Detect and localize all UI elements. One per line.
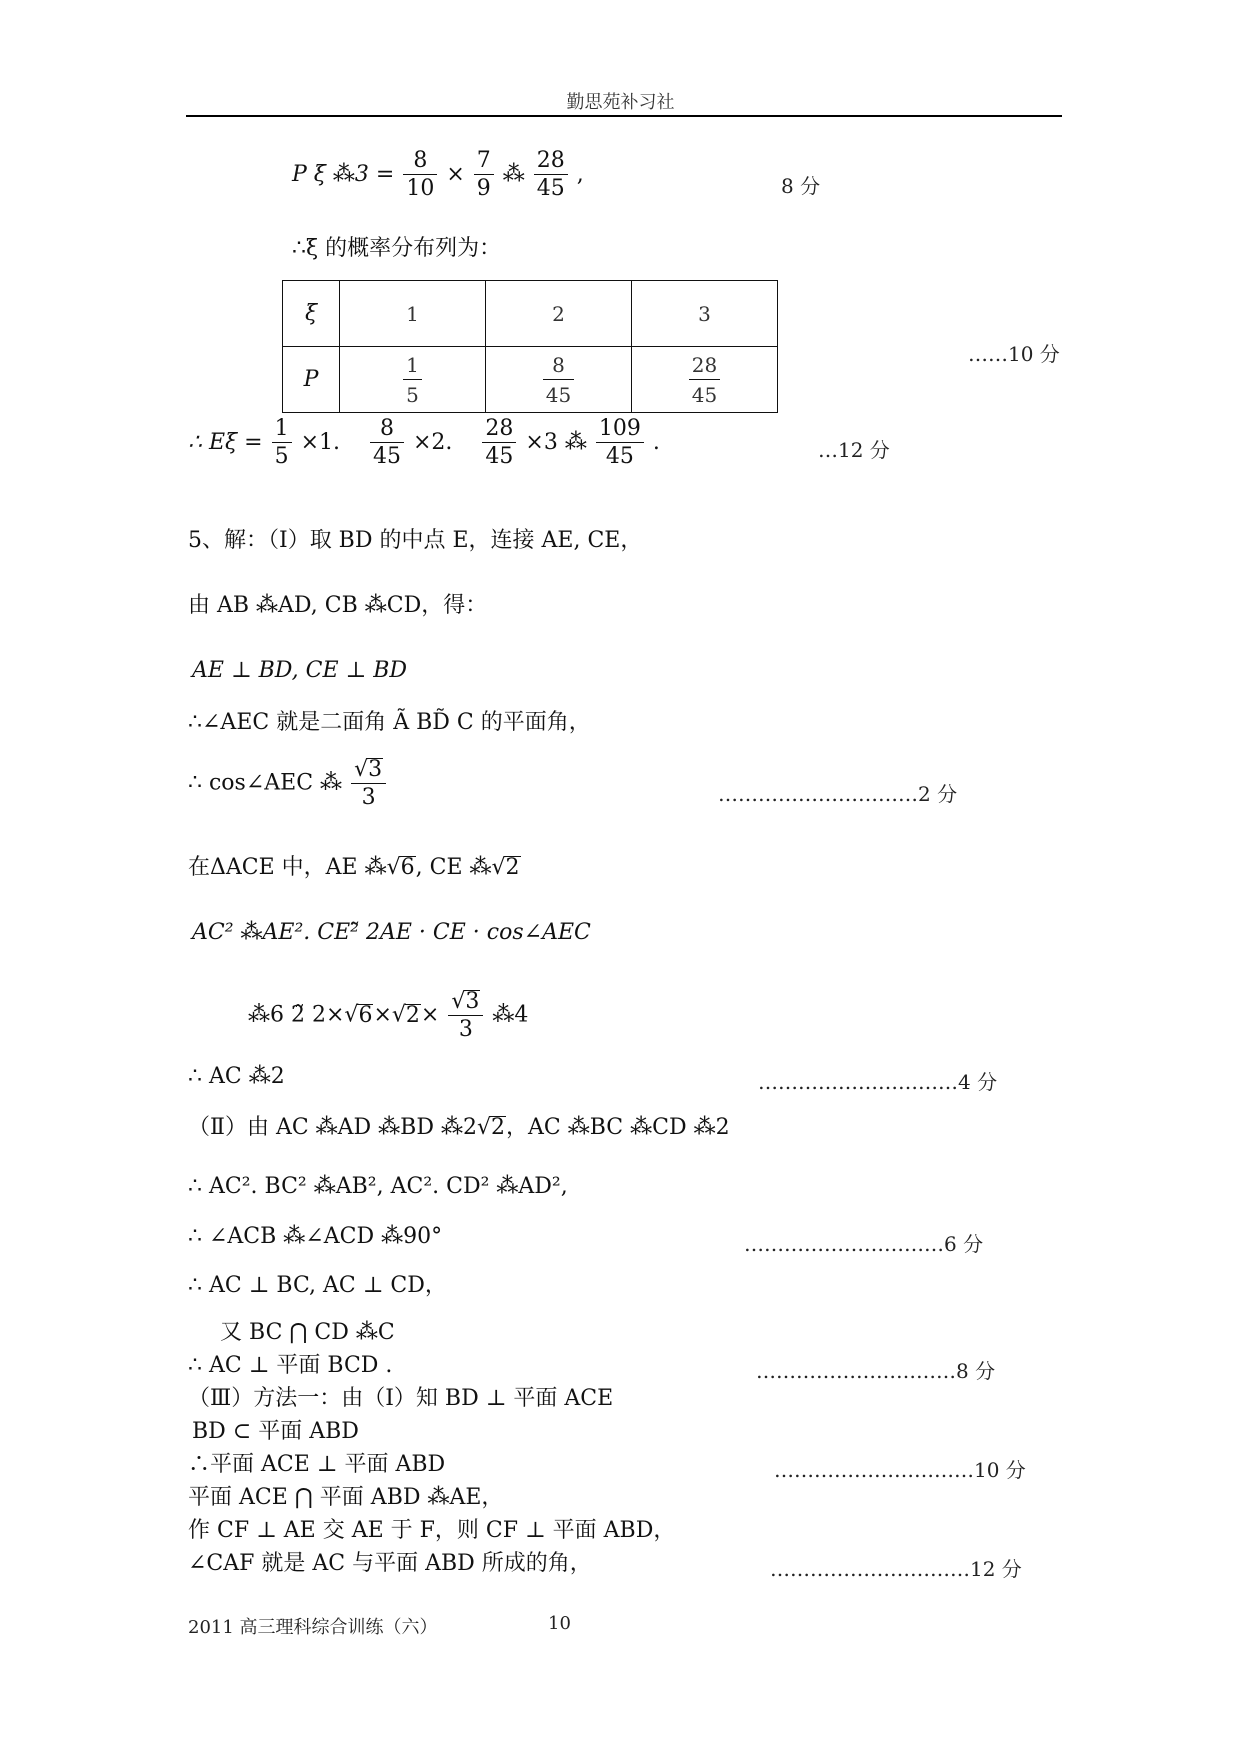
score-mark: …………………………4 分: [758, 1070, 998, 1094]
table-cell: $\frac{1}{5}$: [340, 347, 486, 413]
solution-line: ∴平面 ACE ⊥ 平面 ABD: [188, 1452, 446, 1477]
fraction: $\frac{1}{5}$: [272, 418, 292, 468]
fraction: $\frac{7}{9}$: [474, 150, 494, 200]
footer-title: 2011 高三理科综合训练（六）: [188, 1617, 438, 1638]
prob-xi-3-line: P ξ ⁂3 = $\frac{8}{10}$ × $\frac{7}{9}$ ⁂ $\frac{28}{45}$ ,: [292, 148, 584, 201]
prob-lhs: P ξ ⁂3: [292, 162, 369, 187]
solution-line: ∴ AC². BC² ⁂AB², AC². CD² ⁂AD²,: [188, 1174, 568, 1199]
header-rule: [186, 115, 1062, 117]
fraction: $\frac{28}{45}$: [482, 418, 516, 468]
score-mark: …12 分: [818, 438, 890, 462]
solution-line: ∴ AC ⁂2: [188, 1064, 285, 1089]
solution-line: ∴ ∠ACB ⁂∠ACD ⁂90°: [188, 1224, 443, 1249]
solution-line: ∴ AC ⊥ 平面 BCD .: [188, 1353, 393, 1378]
solution-line: 由 AB ⁂AD, CB ⁂CD，得：: [188, 593, 488, 618]
score-mark: …………………………10 分: [774, 1458, 1026, 1482]
table-row-head: ξ: [283, 281, 340, 347]
table-cell: $\frac{8}{45}$: [486, 347, 632, 413]
fraction: $\frac{8}{45}$: [370, 418, 404, 468]
solution-line: 在ΔACE 中，AE ⁂√6, CE ⁂√2: [188, 855, 520, 880]
solution-line: AE ⊥ BD, CE ⊥ BD: [192, 658, 408, 683]
distribution-table: [282, 280, 778, 413]
table-cell: 2: [486, 281, 632, 347]
distribution-title: ∴ξ 的概率分布列为：: [292, 236, 502, 261]
solution-line: ∴ AC ⊥ BC, AC ⊥ CD，: [188, 1273, 447, 1298]
fraction: $\frac{28}{45}$: [534, 150, 568, 200]
score-mark: …………………………8 分: [756, 1359, 996, 1383]
table-cell: 1: [340, 281, 486, 347]
fraction: $\frac{109}{45}$: [596, 418, 644, 468]
score-mark: …………………………2 分: [718, 782, 958, 806]
solution-line: AC² ⁂AE². CE²̃ 2AE · CE · cos∠AEC: [192, 920, 591, 945]
fraction: $\frac{8}{10}$: [403, 150, 437, 200]
page-number: 10: [548, 1613, 571, 1634]
solution-line: （Ⅱ）由 AC ⁂AD ⁂BD ⁂2√2，AC ⁂BC ⁂CD ⁂2: [188, 1115, 730, 1140]
expectation-line: ∴ Eξ = $\frac{1}{5}$ ×1. $\frac{8}{45}$ ×2. $\frac{28}{45}$ ×3 ⁂ $\frac{109}{45}$ .: [188, 416, 660, 469]
table-cell: $\frac{28}{45}$: [632, 347, 778, 413]
fraction: $\frac{√3}{3}$: [448, 990, 483, 1041]
score-mark: ……10 分: [968, 342, 1060, 366]
solution-line: 作 CF ⊥ AE 交 AE 于 F，则 CF ⊥ 平面 ABD，: [188, 1518, 676, 1543]
solution-line: 5、解：（Ⅰ）取 BD 的中点 E，连接 AE, CE，: [188, 528, 643, 553]
score-mark: 8 分: [781, 174, 821, 198]
score-mark: …………………………12 分: [770, 1557, 1022, 1581]
solution-line: 又 BC ⋂ CD ⁂C: [220, 1320, 395, 1345]
solution-line: 平面 ACE ⋂ 平面 ABD ⁂AE，: [188, 1485, 504, 1510]
page-header: 勤思苑补习社: [566, 92, 675, 113]
cos-line: ∴ cos∠AEC ⁂ $\frac{√3}{3}$: [188, 758, 388, 809]
solution-line: ∠CAF 就是 AC 与平面 ABD 所成的角，: [188, 1551, 592, 1576]
table-row-head: P: [283, 347, 340, 413]
fraction: $\frac{√3}{3}$: [351, 758, 386, 809]
table-cell: 3: [632, 281, 778, 347]
solution-line: ⁂6 2̃ 2×√6×√2× $\frac{√3}{3}$ ⁂4: [248, 989, 529, 1042]
score-mark: …………………………6 分: [744, 1232, 984, 1256]
solution-line: ∴∠AEC 就是二面角 Ã BD̃ C 的平面角，: [188, 710, 591, 735]
solution-line: BD ⊂ 平面 ABD: [192, 1419, 359, 1444]
solution-line: （Ⅲ）方法一：由（Ⅰ）知 BD ⊥ 平面 ACE: [188, 1386, 614, 1411]
